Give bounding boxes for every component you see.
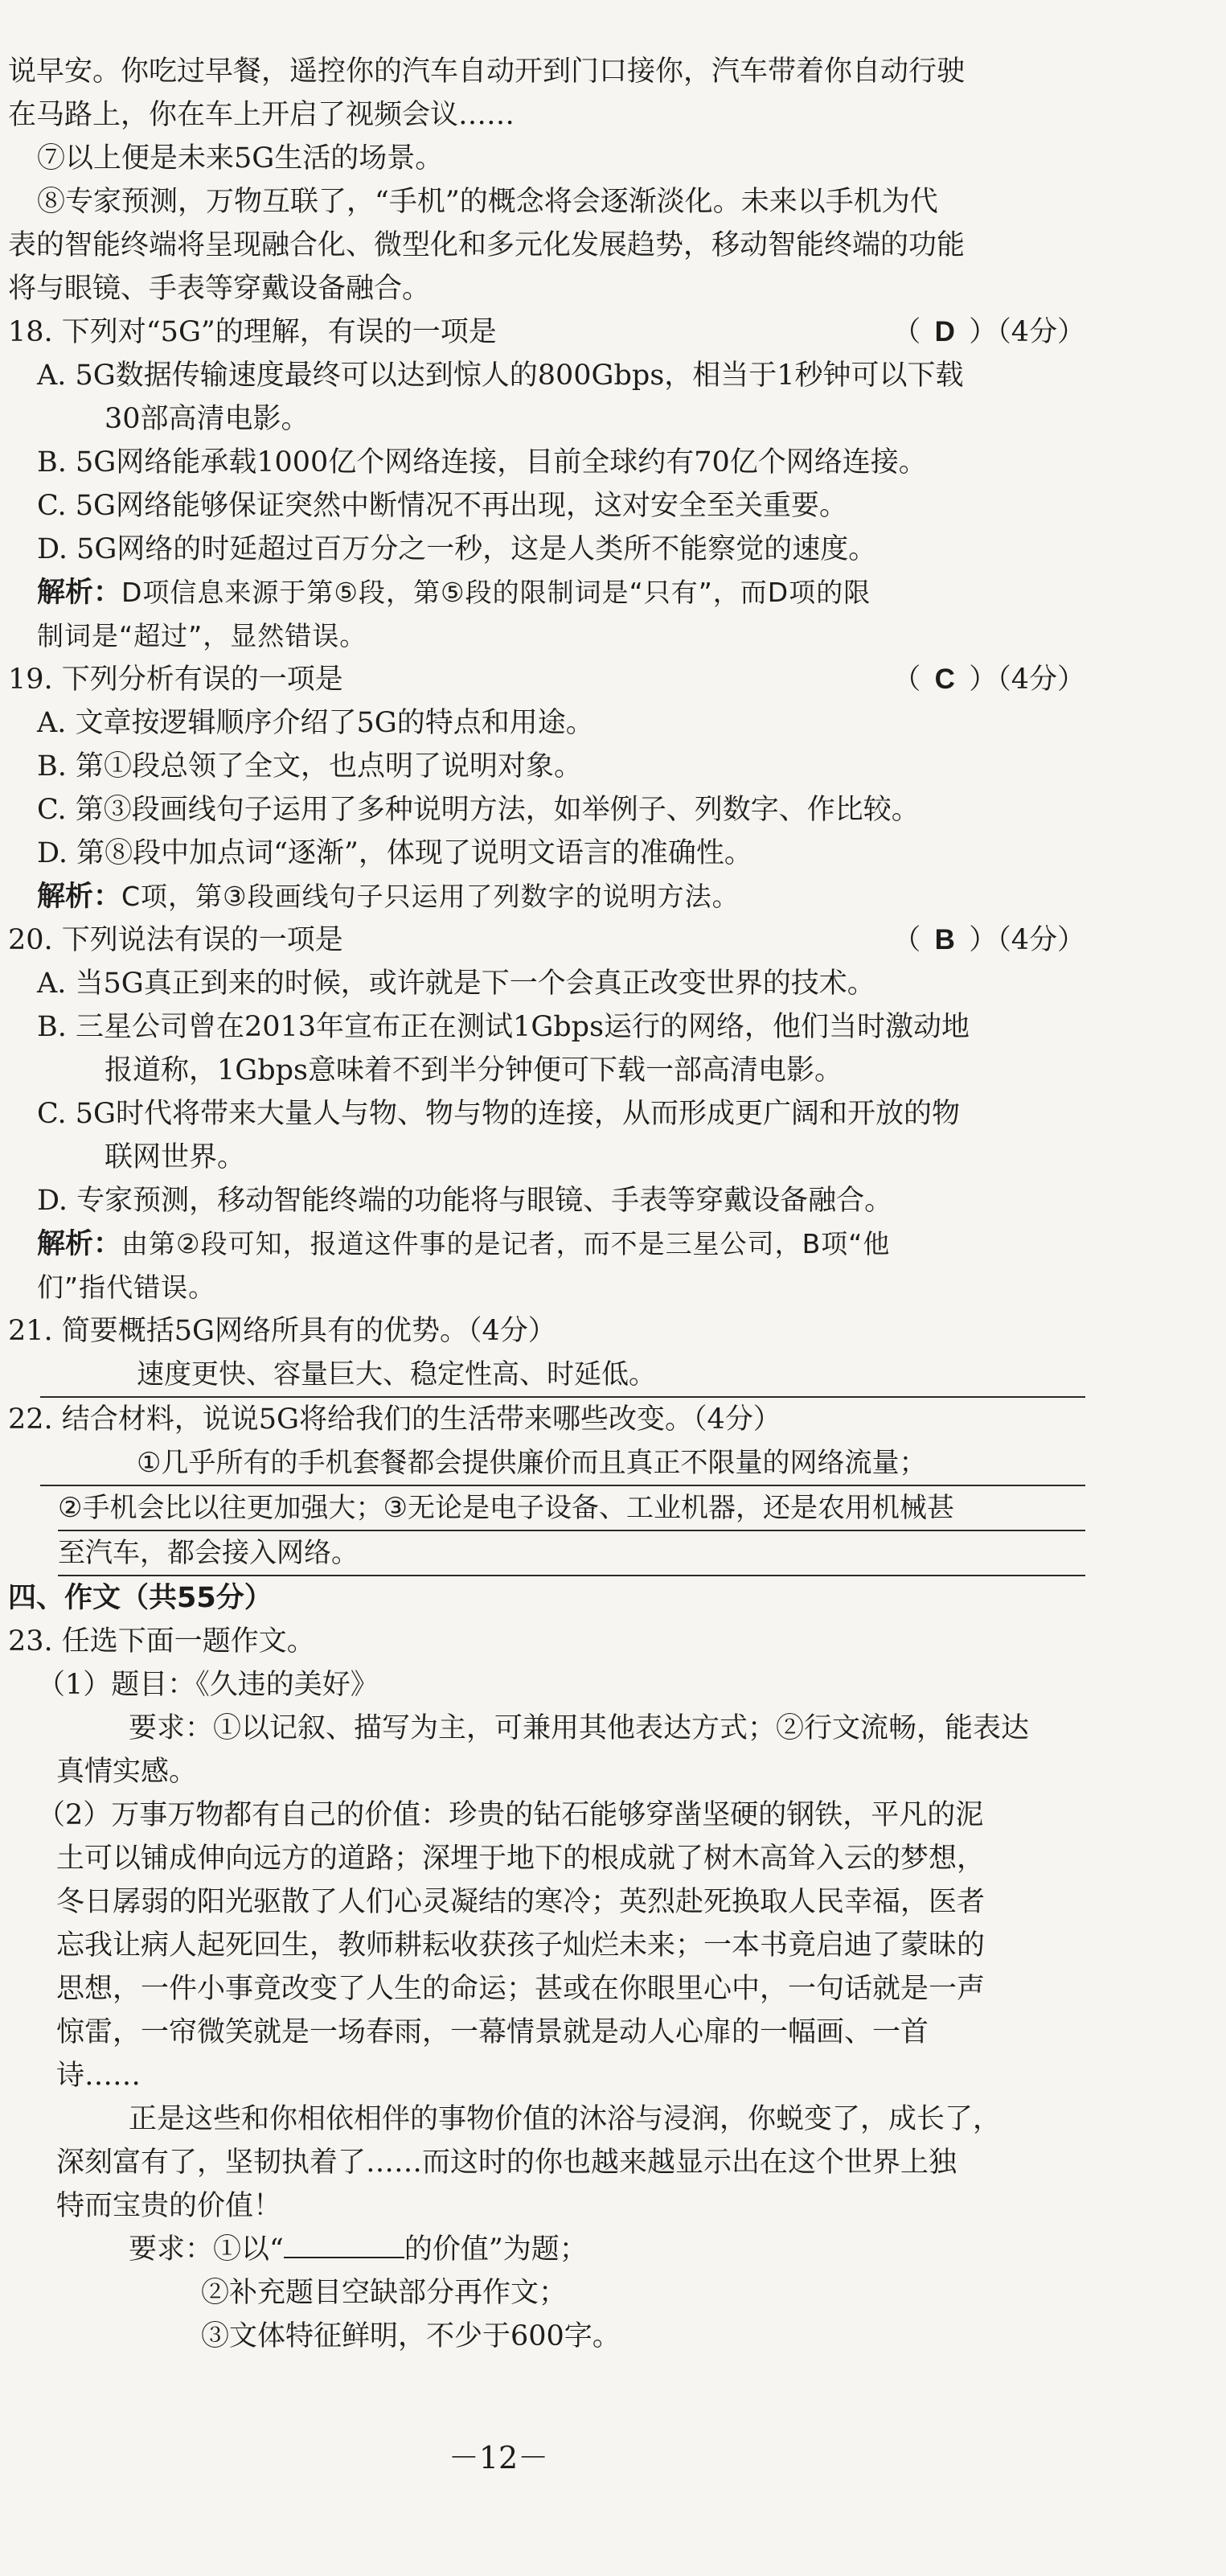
option-d: D. 5G网络的时延超过百万分之一秒，这是人类所不能察觉的速度。 [37, 533, 877, 565]
option-b: B. 第①段总领了全文，也点明了说明对象。 [37, 750, 582, 783]
passage-line: 表的智能终端将呈现融合化、微型化和多元化发展趋势，移动智能终端的功能 [8, 229, 966, 261]
answer-line: 速度更快、容量巨大、稳定性高、时延低。 [40, 1353, 1085, 1398]
answer-choice: C [934, 664, 955, 695]
option-c: C. 5G时代将带来大量人与物、物与物的连接，从而形成更广阔和开放的物 [37, 1098, 961, 1130]
topic-2-line: 忘我让病人起死回生，教师耕耘收获孩子灿烂未来；一本书竟启迪了蒙昧的 [56, 1929, 986, 1962]
question-22-stem: 22. 结合材料，说说5G将给我们的生活带来哪些改变。（4分） [8, 1403, 781, 1436]
section-heading: 四、作文（共55分） [8, 1582, 273, 1614]
question-stem: 18. 下列对“5G”的理解，有误的一项是 [8, 316, 497, 348]
question-stem: 19. 下列分析有误的一项是 [8, 664, 343, 696]
topic-2-line: 正是这些和你相依相伴的事物价值的沐浴与浸润，你蜕变了，成长了， [129, 2103, 1002, 2135]
option-a: A. 文章按逻辑顺序介绍了5G的特点和用途。 [37, 707, 594, 739]
explanation-label: 解析： [37, 577, 122, 609]
passage-paragraph-8: ⑧专家预测，万物互联了，“手机”的概念将会逐渐淡化。未来以手机为代 [37, 186, 938, 218]
option-c: C. 5G网络能够保证突然中断情况不再出现，这对安全至关重要。 [37, 490, 848, 522]
answer-slot: （ C ）（4分） [892, 658, 1085, 701]
passage-paragraph-7: ⑦以上便是未来5G生活的场景。 [37, 142, 444, 175]
topic-1-requirement-cont: 真情实感。 [56, 1756, 198, 1788]
topic-2-line: 冬日孱弱的阳光驱散了人们心灵凝结的寒冷；英烈赴死换取人民幸福，医者 [56, 1886, 986, 1918]
answer-line: 至汽车，都会接入网络。 [58, 1531, 1085, 1576]
question-18 [8, 310, 1085, 354]
topic-2-line: 惊雷，一帘微笑就是一场春雨，一幕情景就是动人心扉的一幅画、一首 [56, 2016, 929, 2048]
passage-line: 将与眼镜、手表等穿戴设备融合。 [8, 273, 431, 305]
points: （4分） [997, 664, 1085, 696]
question-19 [8, 658, 1085, 701]
option-d: D. 专家预测，移动智能终端的功能将与眼镜、手表等穿戴设备融合。 [37, 1185, 893, 1217]
answer-slot: （ D ）（4分） [892, 310, 1085, 354]
requirement-suffix: 的价值”为题； [404, 2233, 588, 2266]
page-number: －12－ [448, 2440, 549, 2475]
question-21-stem: 21. 简要概括5G网络所具有的优势。（4分） [8, 1315, 556, 1347]
explanation-text: C项，第③段画线句子只运用了列数字的说明方法。 [121, 881, 740, 912]
points: （4分） [997, 316, 1085, 348]
explanation [8, 571, 1085, 614]
topic-2-line: 深刻富有了，坚韧执着了……而这时的你也越来越显示出在这个世界上独 [56, 2147, 957, 2179]
option-d: D. 第⑧段中加点词“逐渐”，体现了说明文语言的准确性。 [37, 837, 752, 869]
explanation-text: 制词是“超过”，显然错误。 [37, 620, 367, 651]
option-b: B. 5G网络能承载1000亿个网络连接，目前全球约有70亿个网络连接。 [37, 446, 927, 479]
answer-choice: D [934, 316, 955, 347]
option-a: A. 当5G真正到来的时候，或许就是下一个会真正改变世界的技术。 [37, 968, 875, 1000]
requirement-prefix: 要求：①以“ [129, 2233, 284, 2266]
explanation-text: 们”指代错误。 [37, 1272, 216, 1303]
answer-choice: B [934, 924, 955, 955]
title-blank [284, 2233, 404, 2258]
topic-2-requirement: ②补充题目空缺部分再作文； [201, 2277, 568, 2309]
topic-2-line: 特而宝贵的价值！ [56, 2190, 282, 2222]
explanation [8, 875, 1085, 918]
topic-2-line: 思想，一件小事竟改变了人生的命运；甚或在你眼里心中，一句话就是一声 [56, 1973, 986, 2005]
passage-line: 在马路上，你在车上开启了视频会议…… [8, 99, 515, 131]
option-b-cont: 报道称，1Gbps意味着不到半分钟便可下载一部高清电影。 [105, 1054, 843, 1087]
option-a: A. 5G数据传输速度最终可以达到惊人的800Gbps，相当于1秒钟可以下载 [37, 359, 964, 392]
topic-2-requirement: ③文体特征鲜明，不少于600字。 [201, 2320, 621, 2352]
explanation-label: 解析： [37, 1228, 122, 1260]
answer-slot: （ B ）（4分） [892, 918, 1085, 962]
points: （4分） [997, 924, 1085, 956]
option-b: B. 三星公司曾在2013年宣布正在测试1Gbps运行的网络，他们当时激动地 [37, 1011, 970, 1043]
answer-line: ①几乎所有的手机套餐都会提供廉价而且真正不限量的网络流量； [40, 1441, 1085, 1486]
passage-line: 说早安。你吃过早餐，遥控你的汽车自动开到门口接你，汽车带着你自动行驶 [8, 55, 966, 88]
answer-line: ②手机会比以往更加强大；③无论是电子设备、工业机器，还是农用机械甚 [58, 1486, 1085, 1531]
question-23-stem: 23. 任选下面一题作文。 [8, 1625, 315, 1658]
question-20 [8, 918, 1085, 962]
topic-2-line: 诗…… [56, 2060, 141, 2092]
topic-2-line: 土可以铺成伸向远方的道路；深埋于地下的根成就了树木高耸入云的梦想， [56, 1843, 986, 1875]
option-c: C. 第③段画线句子运用了多种说明方法，如举例子、列数字、作比较。 [37, 794, 920, 826]
topic-2: （2）万事万物都有自己的价值：珍贵的钻石能够穿凿坚硬的钢铁，平凡的泥 [37, 1799, 984, 1831]
topic-2-requirement [8, 2228, 1085, 2271]
option-c-cont: 联网世界。 [105, 1141, 246, 1173]
explanation-text: D项信息来源于第⑤段，第⑤段的限制词是“只有”，而D项的限 [121, 577, 871, 608]
option-a-cont: 30部高清电影。 [105, 403, 310, 435]
topic-1-requirement: 要求：①以记叙、描写为主，可兼用其他表达方式；②行文流畅，能表达 [129, 1712, 1030, 1744]
explanation-label: 解析： [37, 881, 122, 913]
question-stem: 20. 下列说法有误的一项是 [8, 924, 343, 956]
explanation [8, 1222, 1085, 1266]
topic-1: （1）题目：《久违的美好》 [37, 1669, 379, 1701]
page-content [8, 50, 1085, 2358]
explanation-text: 由第②段可知，报道这件事的是记者，而不是三星公司，B项“他 [121, 1228, 891, 1259]
